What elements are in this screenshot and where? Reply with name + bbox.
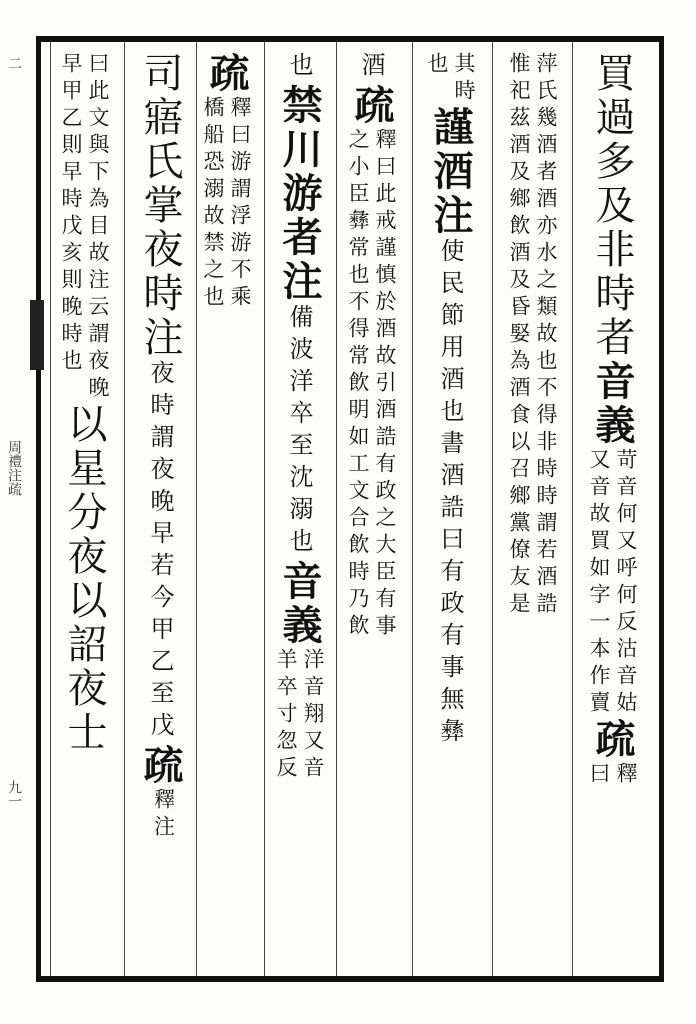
text-column-8 — [54, 52, 114, 974]
right-border-rule — [659, 36, 664, 982]
top-border-rule — [36, 36, 664, 42]
commentary-line-right: 苛音何又呼何反沽音姑 — [614, 448, 638, 718]
classic-text: 司寤氏掌夜時注 — [137, 52, 183, 360]
section-label: 疏 — [348, 84, 395, 128]
classic-text: 買過多及非時者 — [589, 52, 635, 360]
commentary-double-line — [147, 788, 174, 842]
commentary-line-left: 惟祀茲酒及鄉飲酒及昏婜為酒食以召鄉黨僚友是 — [507, 52, 531, 619]
commentary-line-left: 之小臣彝常也不得常飲明如工文合飲時乃飲 — [346, 128, 370, 641]
note-text: 也 — [285, 52, 313, 84]
edge-book-title: 周禮注疏 — [6, 440, 22, 496]
section-label: 禁川游者注 — [276, 84, 323, 304]
column-divider — [572, 42, 573, 976]
note-text: 備波洋卒至沈溺也 — [285, 304, 313, 560]
commentary-line-left: 又音故買如字一本作賣 — [587, 448, 611, 718]
classic-text: 以星分夜以詔夜士 — [61, 403, 107, 755]
column-divider — [50, 42, 51, 976]
commentary-double-line — [202, 96, 250, 312]
note-text: 酒 — [357, 52, 385, 84]
commentary-line-right: 釋曰游謂浮游不乘 — [228, 96, 252, 312]
commentary-double-line — [588, 448, 636, 718]
section-label: 疏 — [203, 52, 250, 96]
commentary-double-line — [508, 52, 556, 619]
text-column-2 — [502, 52, 562, 974]
commentary-line-left: 早甲乙則早時戊亥則晚時也 — [59, 52, 83, 376]
commentary-line-right: 萍氏幾酒者酒亦水之類故也不得非時時謂若酒誥 — [534, 52, 558, 619]
bottom-border-rule — [36, 976, 664, 982]
text-column-1 — [582, 52, 642, 974]
note-text: 夜時謂夜晚早若今甲乙至戊 — [146, 360, 174, 744]
commentary-double-line — [426, 52, 474, 106]
commentary-double-line — [347, 128, 395, 641]
commentary-line-left: 橋船恐溺故禁之也 — [201, 96, 225, 312]
commentary-line-right: 釋注 — [151, 788, 176, 842]
edge-page-number: 九一 — [6, 780, 22, 808]
commentary-double-line — [275, 648, 323, 783]
commentary-line-right: 洋音翔又音 — [301, 648, 325, 783]
column-divider — [124, 42, 125, 976]
section-label: 音義 — [276, 560, 323, 648]
note-text: 使民節用酒也書酒誥曰有政有事無彝 — [436, 238, 464, 750]
commentary-line-right: 釋曰此戒謹慎於酒故引酒誥有政之大臣有事 — [373, 128, 397, 641]
fish-tail-mark — [30, 300, 44, 370]
commentary-line-right: 釋 — [614, 762, 638, 789]
column-divider — [412, 42, 413, 976]
commentary-line-right: 曰此文與下為目故注云謂夜晚 — [86, 52, 110, 403]
column-divider — [336, 42, 337, 976]
commentary-line-left: 羊卒寸忽反 — [274, 648, 298, 783]
commentary-double-line — [588, 762, 636, 789]
commentary-line-left: 曰 — [587, 762, 611, 789]
section-label: 疏 — [137, 744, 184, 788]
text-column-5 — [269, 52, 329, 974]
text-column-7 — [130, 52, 190, 974]
column-divider — [264, 42, 265, 976]
section-label: 音義 — [589, 360, 636, 448]
text-column-3 — [420, 52, 480, 974]
text-column-4 — [341, 52, 401, 974]
section-label: 疏 — [589, 718, 636, 762]
commentary-line-left: 也 — [425, 52, 449, 79]
left-border-rule — [36, 36, 41, 982]
text-column-6 — [196, 52, 256, 974]
section-label: 謹酒注 — [427, 106, 474, 238]
edge-mark: 二 — [6, 56, 22, 70]
column-divider — [492, 42, 493, 976]
commentary-double-line — [60, 52, 108, 403]
commentary-line-right: 其時 — [452, 52, 476, 106]
